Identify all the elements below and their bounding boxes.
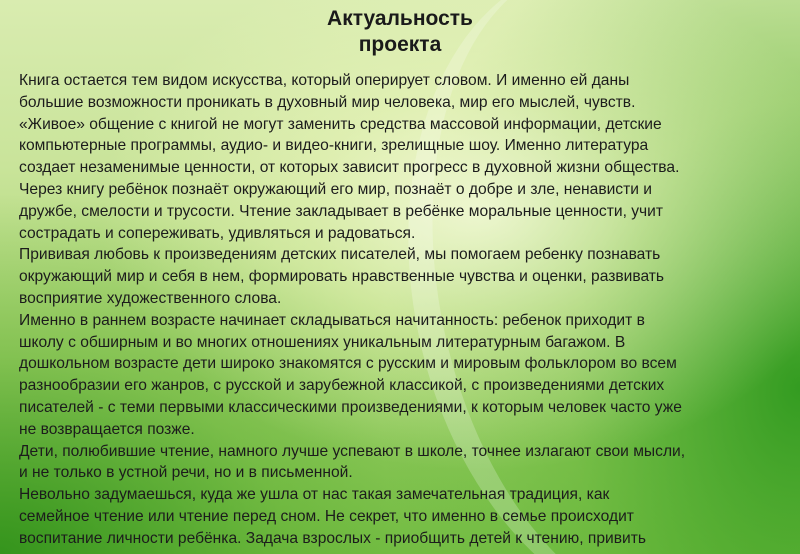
body-line: большие возможности проникать в духовный мир человека, мир его мыслей, чувств. — [19, 93, 636, 111]
title-line-1: Актуальность — [327, 7, 473, 30]
body-line: и не только в устной речи, но и в письменной. — [19, 464, 353, 482]
body-line: воспитание личности ребёнка. Задача взрослых - приобщить детей к чтению, привить — [19, 529, 646, 547]
body-line: окружающий мир и себя в нем, формировать нравственные чувства и оценки, развивать — [19, 268, 665, 286]
slide-title — [0, 6, 800, 58]
body-line: писателей - с теми первыми классическими произведениями, к которым человек часто уже — [19, 398, 682, 416]
body-line: Через книгу ребёнок познаёт окружающий его мир, познаёт о добре и зле, ненависти и — [19, 180, 653, 198]
body-line: восприятие художественного слова. — [19, 289, 282, 307]
title-line-2: проекта — [358, 33, 442, 56]
body-line: Прививая любовь к произведениям детских писателей, мы помогаем ребенку познавать — [19, 246, 661, 264]
body-line: семейное чтение или чтение перед сном. Не секрет, что именно в семье происходит — [19, 507, 634, 525]
body-text — [19, 70, 791, 550]
body-line: сострадать и сопереживать, удивляться и радоваться. — [19, 224, 416, 242]
body-line: дошкольном возрасте дети широко знакомятся с русским и мировым фольклором во всем — [19, 355, 677, 373]
body-line: разнообразии его жанров, с русской и зарубежной классикой, с произведениями детских — [19, 377, 665, 395]
body-line: Невольно задумаешься, куда же ушла от нас такая замечательная традиция, как — [19, 486, 610, 504]
body-line: школу с обширным и во многих отношениях уникальным литературным багажом. В — [19, 333, 626, 351]
body-line: дружбе, смелости и трусости. Чтение закладывает в ребёнке моральные ценности, учит — [19, 202, 664, 220]
body-line: Именно в раннем возрасте начинает складываться начитанность: ребенок приходит в — [19, 311, 645, 329]
body-line: не возвращается позже. — [19, 420, 195, 438]
body-line: Книга остается тем видом искусства, который оперирует словом. И именно ей даны — [19, 72, 630, 89]
body-line: «Живое» общение с книгой не могут заменить средства массовой информации, детские — [19, 115, 662, 133]
body-line: компьютерные программы, аудио- и видео-книги, зрелищные шоу. Именно литература — [19, 137, 649, 155]
body-line: Дети, полюбившие чтение, намного лучше успевают в школе, точнее излагают свои мысли, — [19, 442, 686, 460]
body-line: создает незаменимые ценности, от которых зависит прогресс в духовной жизни общества. — [19, 159, 680, 177]
